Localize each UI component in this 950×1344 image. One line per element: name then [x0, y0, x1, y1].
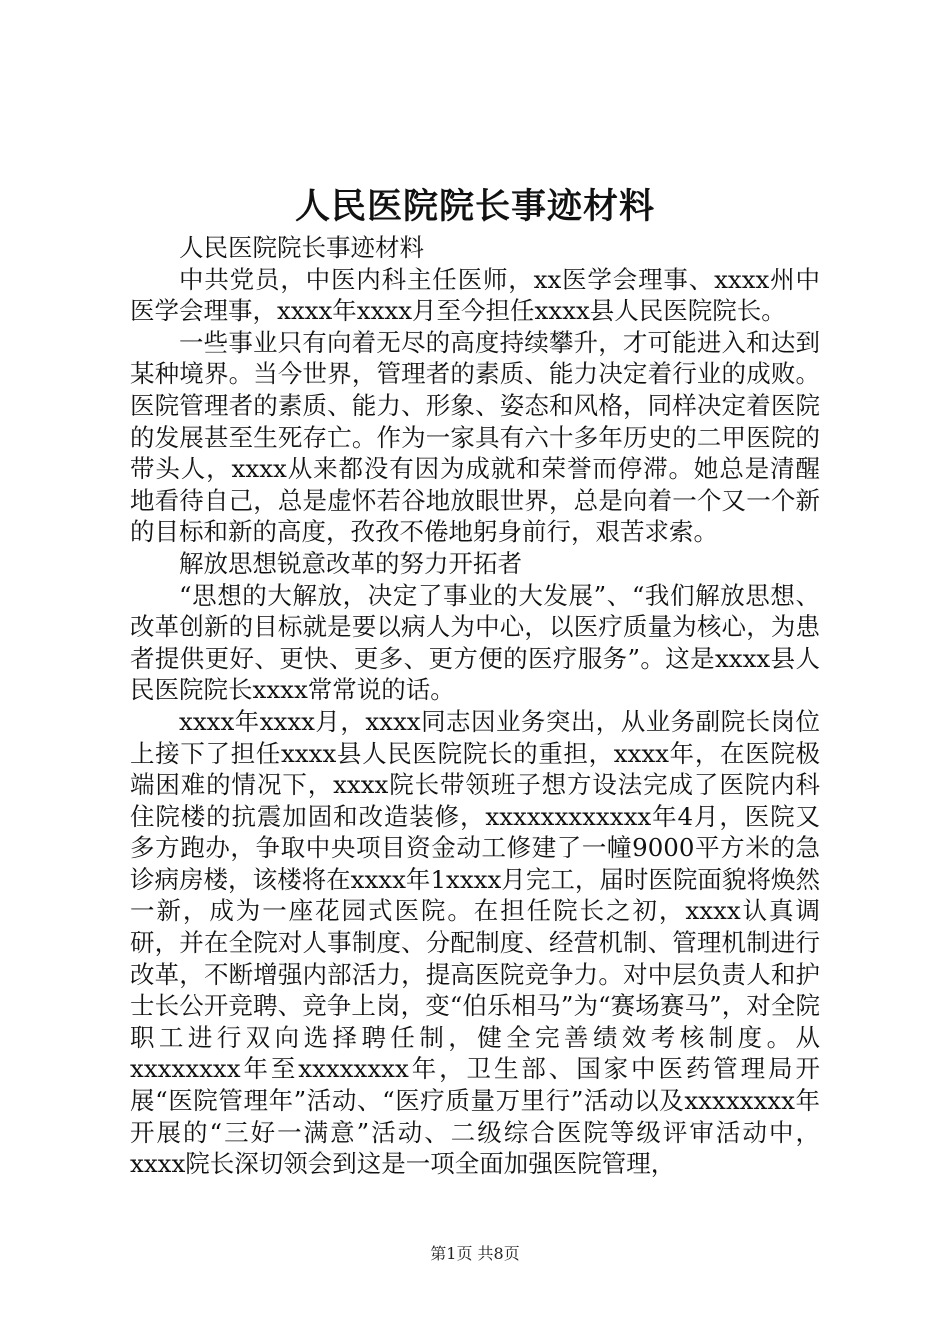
document-body: [130, 232, 820, 1180]
paragraph-subtitle: 人民医院院长事迹材料: [179, 233, 424, 262]
paragraph-quote: “思想的大解放，决定了事业的大发展”、“我们解放思想、改革创新的目标就是要以病人为中心，以医疗质量为核心，为患者提供更好、更快、更多、更方便的医疗服务”。这是xxxx县人民医院院长xxxx常常说的话。: [130, 580, 820, 705]
paragraph-reform: xxxx年xxxx月，xxxx同志因业务突出，从业务副院长岗位上接下了担任xxxx县人民医院院长的重担，xxxx年，在医院极端困难的情况下，xxxx院长带领班子想方设法完成了医院内科住院楼的抗震加固和改造装修，xxxxxxxxxxxx年4月，医院又多方跑办，争取中央项目资金动工修建了一幢9000平方米的急诊病房楼，该楼将在xxxx年1xxxx月完工，届时医院面貌将焕然一新，成为一座花园式医院。在担任院长之初，xxxx认真调研，并在全院对人事制度、分配制度、经营机制、管理机制进行改革，不断增强内部活力，提高医院竞争力。对中层负责人和护士长公开竞聘、竞争上岗，变“伯乐相马”为“赛场赛马”，对全院职工进行双向选择聘任制，健全完善绩效考核制度。从xxxxxxxx年至xxxxxxxx年，卫生部、国家中医药管理局开展“医院管理年”活动、“医疗质量万里行”活动以及xxxxxxxx年开展的“三好一满意”活动、二级综合医院等级评审活动中，xxxx院长深切领会到这是一项全面加强医院管理，: [130, 706, 820, 1179]
section-heading: 解放思想锐意改革的努力开拓者: [179, 548, 522, 578]
document-title: 人民医院院长事迹材料: [294, 186, 655, 227]
paragraph-overview: 一些事业只有向着无尽的高度持续攀升，才可能进入和达到某种境界。当今世界，管理者的素质、能力决定着行业的成败。医院管理者的素质、能力、形象、姿态和风格，同样决定着医院的发展甚至生死存亡。作为一家具有六十多年历史的二甲医院的带头人，xxxx从来都没有因为成就和荣誉而停滞。她总是清醒地看待自己，总是虚怀若谷地放眼世界，总是向着一个又一个新的目标和新的高度，孜孜不倦地躬身前行，艰苦求索。: [130, 327, 820, 547]
paragraph-intro: 中共党员，中医内科主任医师，xx医学会理事、xxxx州中医学会理事，xxxx年xxxx月至今担任xxxx县人民医院院长。: [130, 264, 820, 326]
page-number-footer: 第1页 共8页: [430, 1244, 520, 1263]
